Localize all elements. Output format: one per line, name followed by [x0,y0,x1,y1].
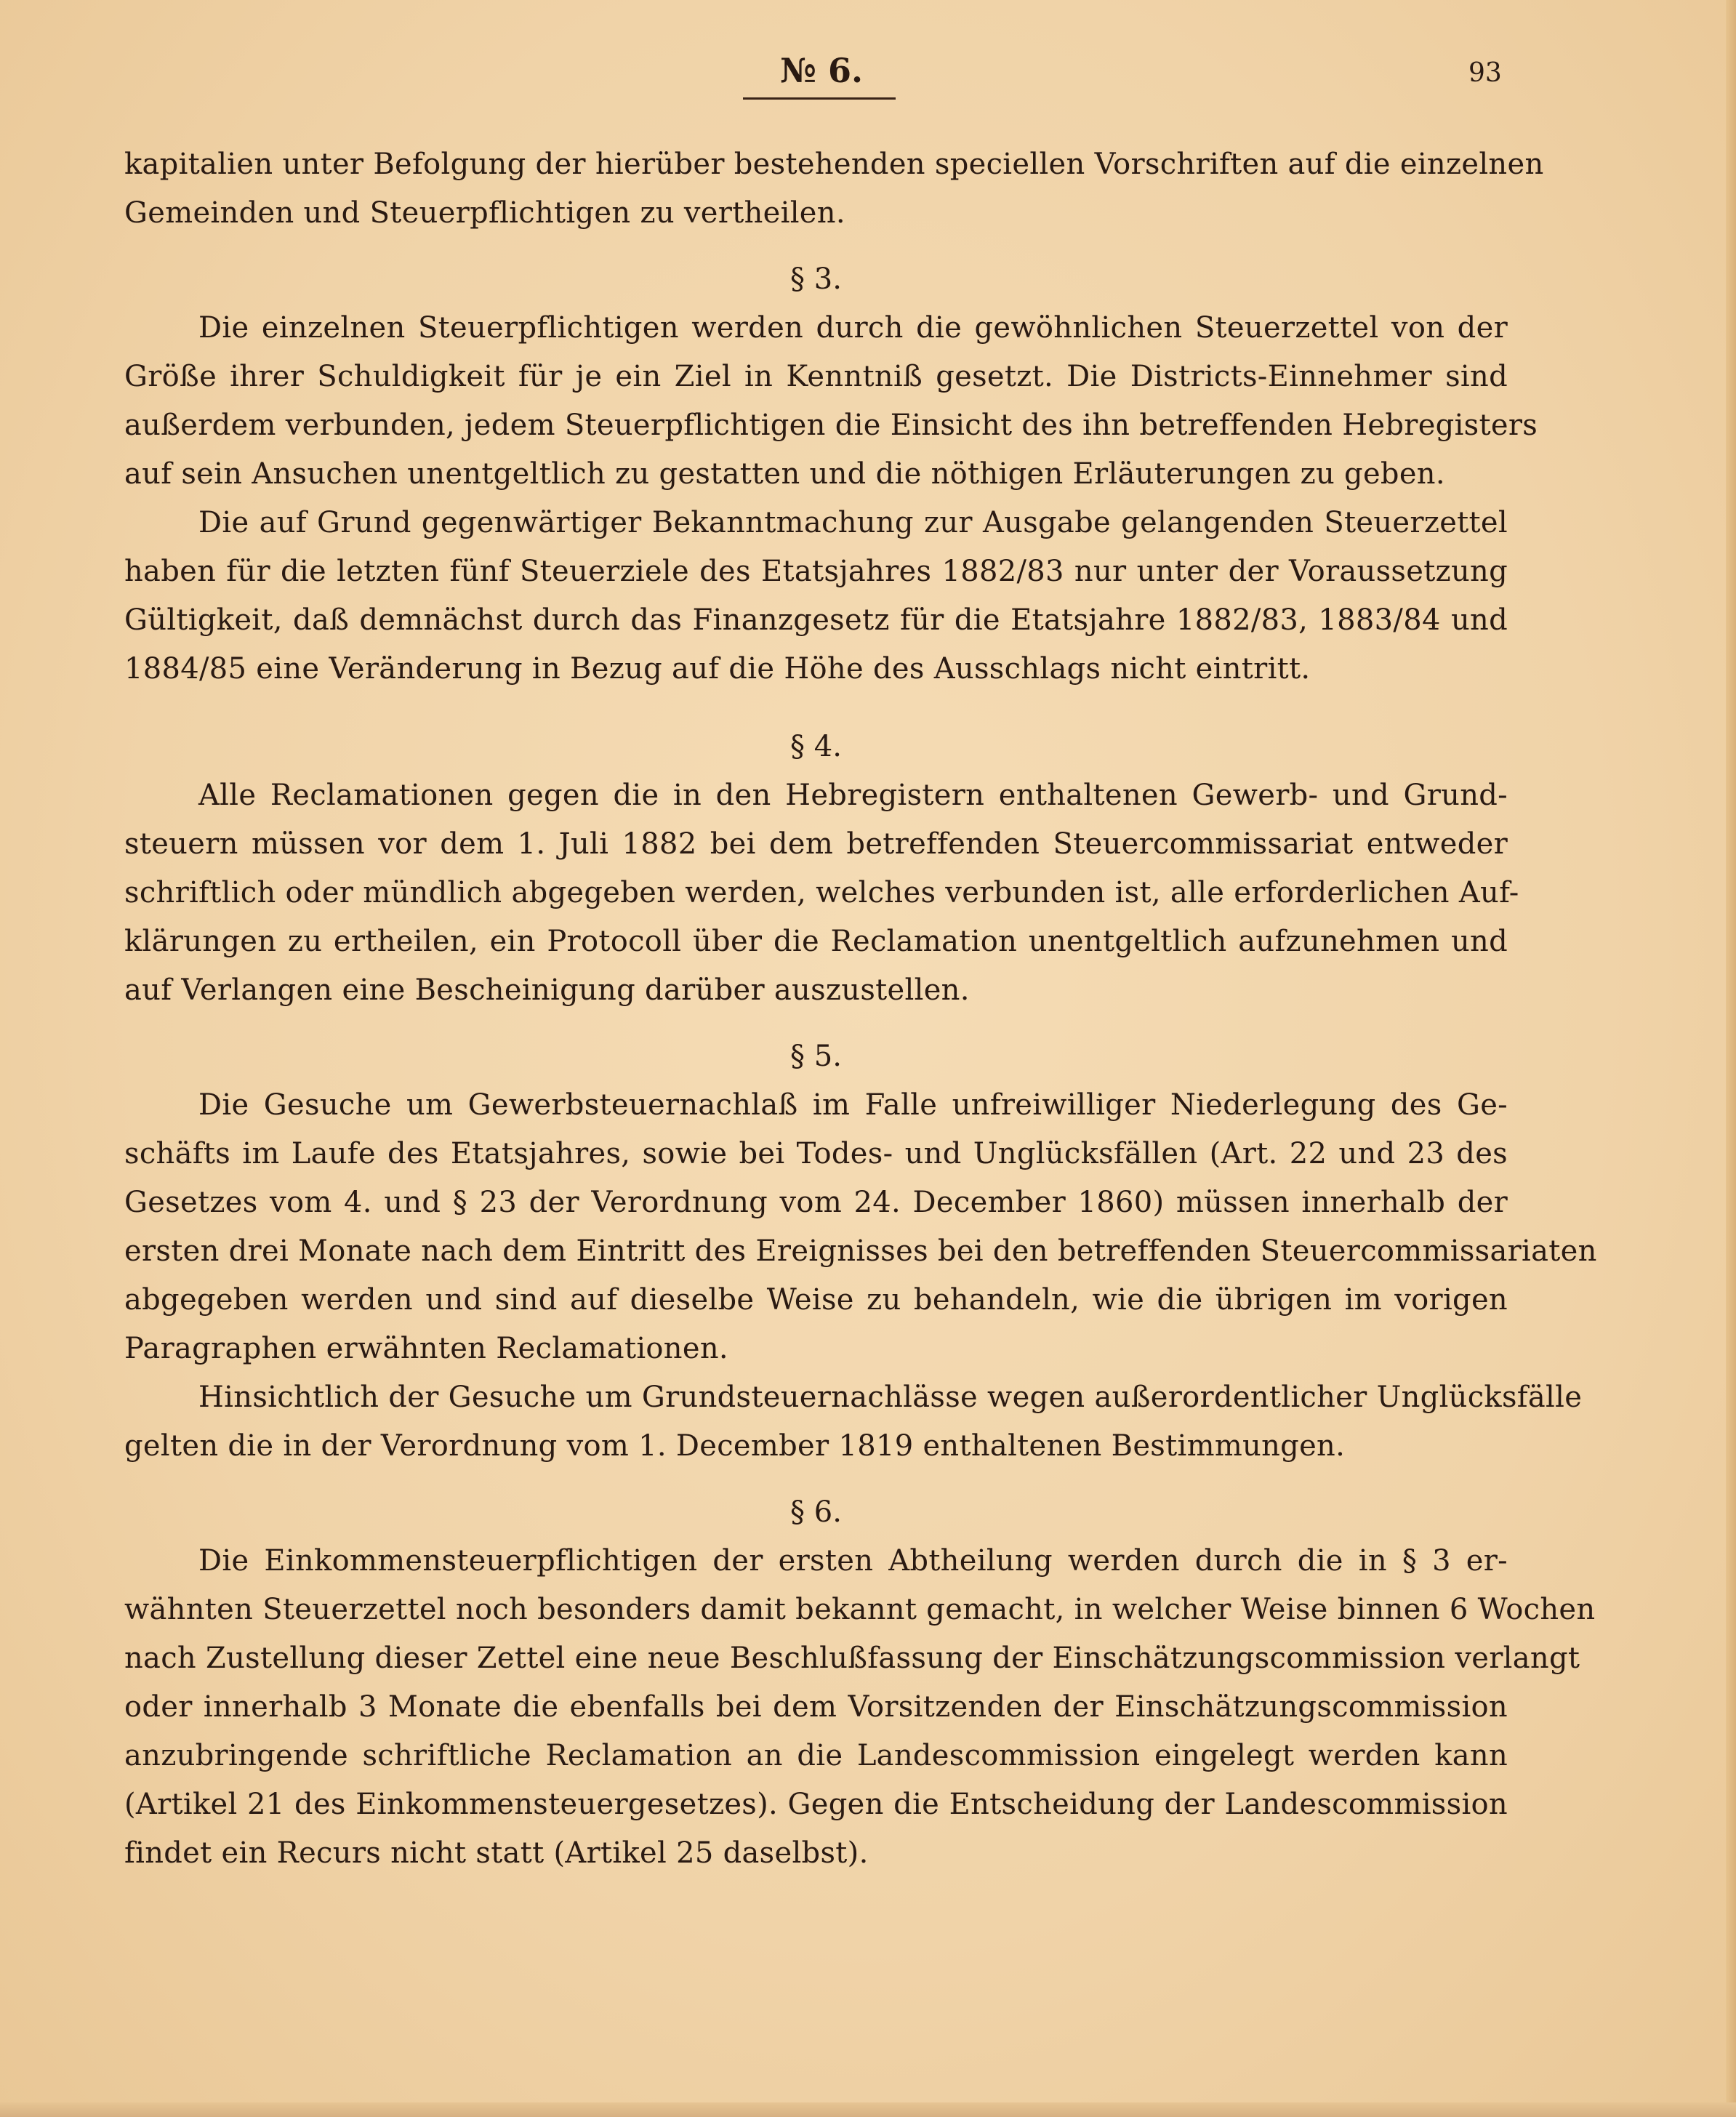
text-line: Gesetzes vom 4. und § 23 der Verordnung vom 24. December 1860) müssen innerhalb der [124,1186,1508,1219]
text-line: haben für die letzten fünf Steuerziele des Etatsjahres 1882/83 nur unter der Voraussetzung [124,555,1508,588]
text-line: Gültigkeit, daß demnächst durch das Finanzgesetz für die Etatsjahre 1882/83, 1883/84 und [124,603,1508,637]
text-line: steuern müssen vor dem 1. Juli 1882 bei dem betreffenden Steuercommissariat entweder [124,827,1508,861]
text-line: ersten drei Monate nach dem Eintritt des Ereignisses bei den betreffenden Steuercommissariaten [124,1234,1597,1268]
text-line: Die auf Grund gegenwärtiger Bekanntmachung zur Ausgabe gelangenden Steuerzettel [198,506,1508,539]
text-line: Die Einkommensteuerpflichtigen der ersten Abtheilung werden durch die in § 3 er- [198,1544,1508,1578]
text-line: Alle Reclamationen gegen die in den Hebregistern enthaltenen Gewerb- und Grund- [198,779,1508,812]
section-heading: § 6. [790,1495,842,1529]
text-line: findet ein Recurs nicht statt (Artikel 25 daselbst). [124,1836,869,1870]
text-line: Die Gesuche um Gewerbsteuernachlaß im Falle unfreiwilliger Niederlegung des Ge- [198,1088,1508,1122]
text-line: (Artikel 21 des Einkommensteuergesetzes). Gegen die Entscheidung der Landescommission [124,1788,1508,1821]
text-line: Hinsichtlich der Gesuche um Grundsteuernachlässe wegen außerordentlicher Unglücksfälle [198,1381,1583,1414]
text-line: auf Verlangen eine Bescheinigung darüber auszustellen. [124,973,970,1007]
issue-number: № 6. [779,51,864,90]
text-line: oder innerhalb 3 Monate die ebenfalls bei dem Vorsitzenden der Einschätzungscommission [124,1690,1508,1724]
text-line: außerdem verbunden, jedem Steuerpflichtigen die Einsicht des ihn betreffenden Hebregisters [124,409,1538,442]
text-line: Gemeinden und Steuerpflichtigen zu vertheilen. [124,196,845,230]
text-line: klärungen zu ertheilen, ein Protocoll über die Reclamation unentgeltlich aufzunehmen und [124,925,1508,958]
header-rule [743,97,896,100]
text-line: schriftlich oder mündlich abgegeben werden, welches verbunden ist, alle erforderlichen Auf- [124,876,1519,909]
text-line: wähnten Steuerzettel noch besonders damit bekannt gemacht, in welcher Weise binnen 6 Wochen [124,1593,1596,1626]
text-line: abgegeben werden und sind auf dieselbe Weise zu behandeln, wie die übrigen im vorigen [124,1283,1508,1317]
text-line: 1884/85 eine Veränderung in Bezug auf die Höhe des Ausschlags nicht eintritt. [124,652,1311,686]
page-bottom-edge [0,2102,1736,2117]
text-line: gelten die in der Verordnung vom 1. December 1819 enthaltenen Bestimmungen. [124,1429,1346,1463]
text-line: Die einzelnen Steuerpflichtigen werden durch die gewöhnlichen Steuerzettel von der [198,311,1508,345]
section-heading: § 5. [790,1040,842,1073]
text-line: Paragraphen erwähnten Reclamationen. [124,1332,728,1365]
page-edge [1726,0,1736,2117]
section-heading: § 3. [790,262,842,296]
text-line: schäfts im Laufe des Etatsjahres, sowie bei Todes- und Unglücksfällen (Art. 22 und 23 des [124,1137,1508,1170]
text-line: Größe ihrer Schuldigkeit für je ein Ziel in Kenntniß gesetzt. Die Districts-Einnehmer sind [124,360,1508,393]
text-line: kapitalien unter Befolgung der hierüber bestehenden speciellen Vorschriften auf die einzelnen [124,148,1544,181]
text-line: nach Zustellung dieser Zettel eine neue Beschlußfassung der Einschätzungscommission verlangt [124,1642,1580,1675]
document-body [124,140,1597,1878]
text-line: anzubringende schriftliche Reclamation an die Landescommission eingelegt werden kann [124,1739,1508,1772]
text-line: auf sein Ansuchen unentgeltlich zu gestatten und die nöthigen Erläuterungen zu geben. [124,457,1445,491]
section-heading: § 4. [790,730,842,763]
page-number: 93 [1468,58,1502,88]
